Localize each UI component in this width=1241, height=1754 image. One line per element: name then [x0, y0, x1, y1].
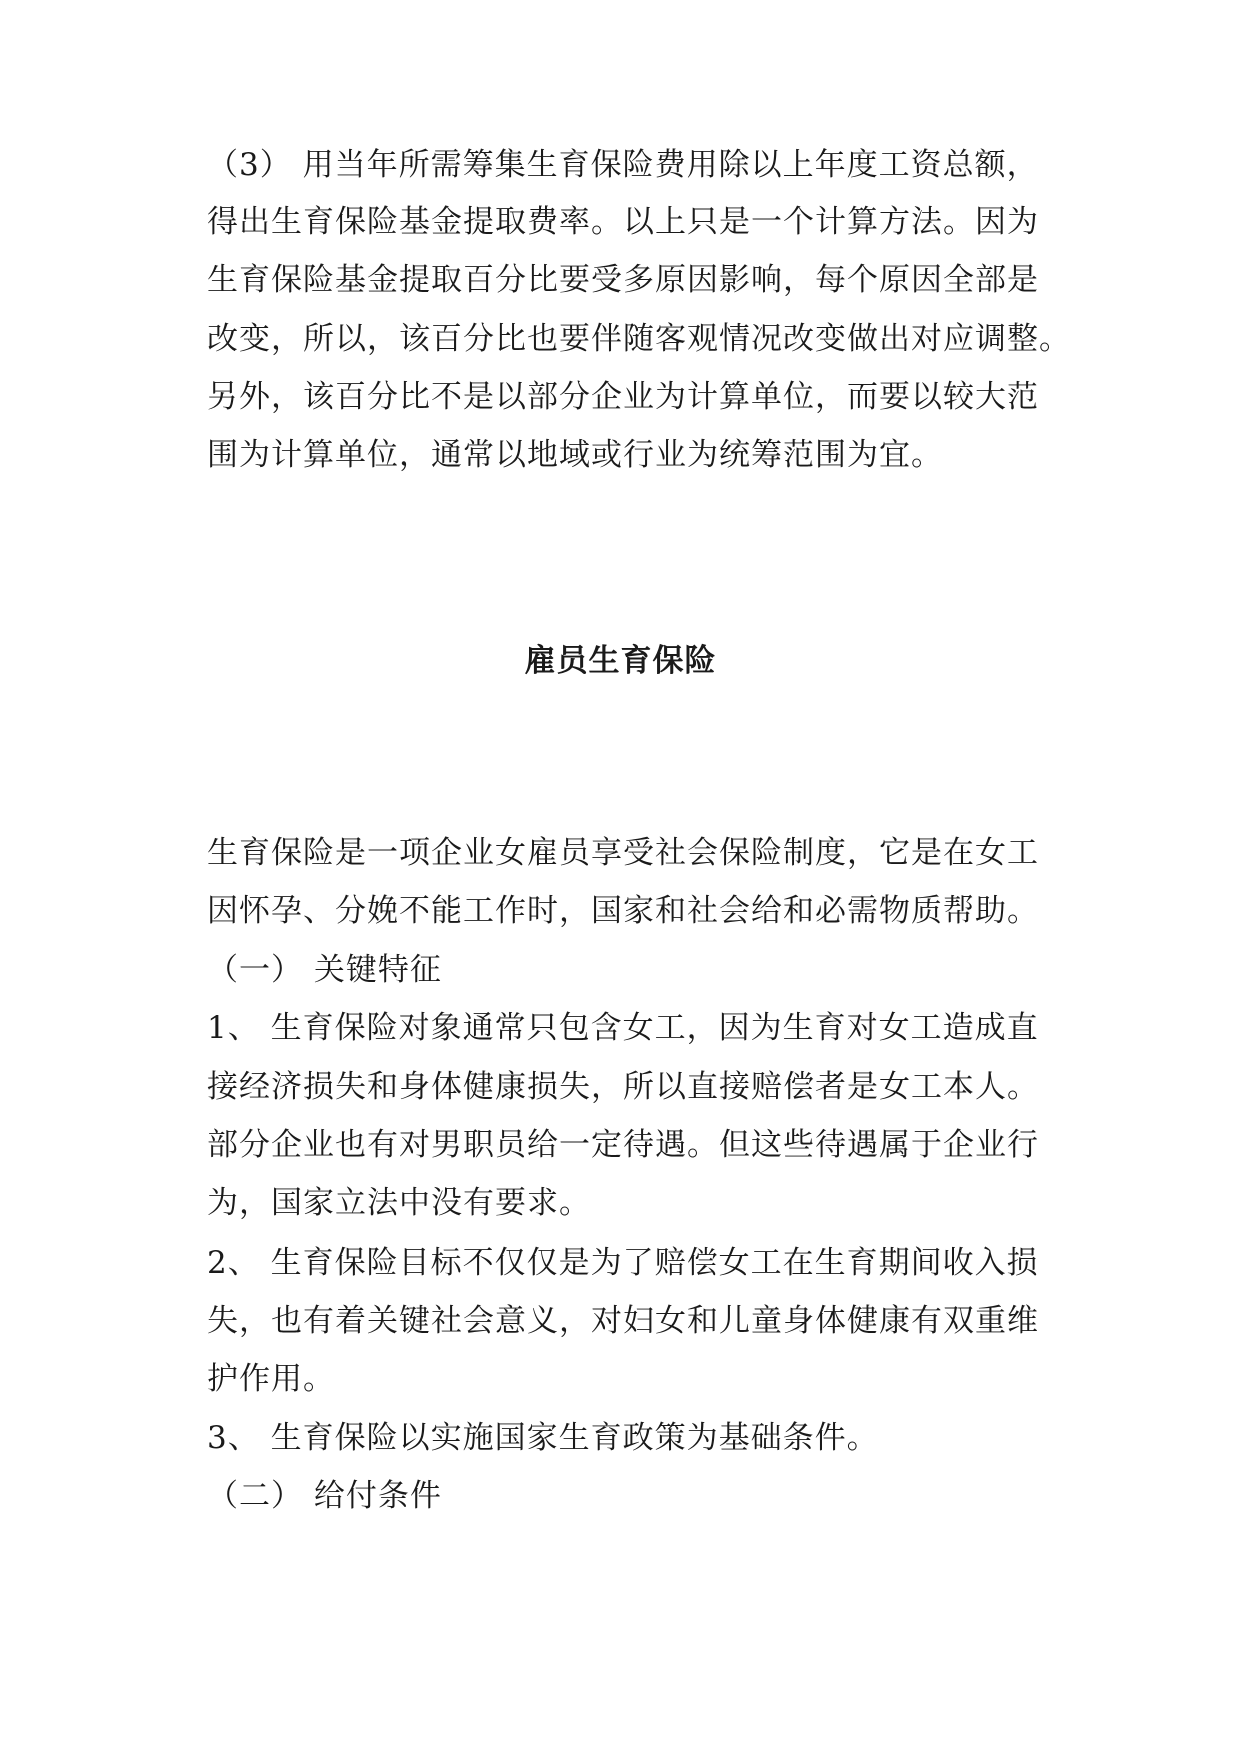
paragraph-line: 部分企业也有对男职员给一定待遇。但这些待遇属于企业行	[207, 1127, 1039, 1163]
paragraph-line: 失，也有着关键社会意义，对妇女和儿童身体健康有双重维	[207, 1303, 1039, 1339]
paragraph-line: 因怀孕、分娩不能工作时，国家和社会给和必需物质帮助。	[207, 893, 1039, 929]
section-heading: 雇员生育保险	[524, 643, 717, 679]
paragraph-line: （3） 用当年所需筹集生育保险费用除以上年度工资总额，	[207, 147, 1039, 183]
paragraph-line: 改变，所以，该百分比也要伴随客观情况改变做出对应调整。	[207, 321, 1071, 357]
paragraph-line: 为，国家立法中没有要求。	[207, 1185, 591, 1221]
paragraph-line: 围为计算单位，通常以地域或行业为统筹范围为宜。	[207, 437, 943, 473]
paragraph-line: 接经济损失和身体健康损失，所以直接赔偿者是女工本人。	[207, 1069, 1039, 1105]
paragraph-line: 得出生育保险基金提取费率。以上只是一个计算方法。因为	[207, 204, 1039, 240]
paragraph-line: 生育保险基金提取百分比要受多原因影响，每个原因全部是	[207, 262, 1039, 298]
subheading-line: （一） 关键特征	[207, 952, 442, 988]
paragraph-line: 3、 生育保险以实施国家生育政策为基础条件。	[207, 1420, 879, 1456]
paragraph-line: 护作用。	[207, 1361, 335, 1397]
paragraph-line: 2、 生育保险目标不仅仅是为了赔偿女工在生育期间收入损	[207, 1245, 1039, 1281]
paragraph-line: 生育保险是一项企业女雇员享受社会保险制度，它是在女工	[207, 835, 1039, 871]
subheading-line: （二） 给付条件	[207, 1478, 442, 1514]
paragraph-line: 另外，该百分比不是以部分企业为计算单位，而要以较大范	[207, 379, 1039, 415]
paragraph-line: 1、 生育保险对象通常只包含女工，因为生育对女工造成直	[207, 1010, 1039, 1046]
